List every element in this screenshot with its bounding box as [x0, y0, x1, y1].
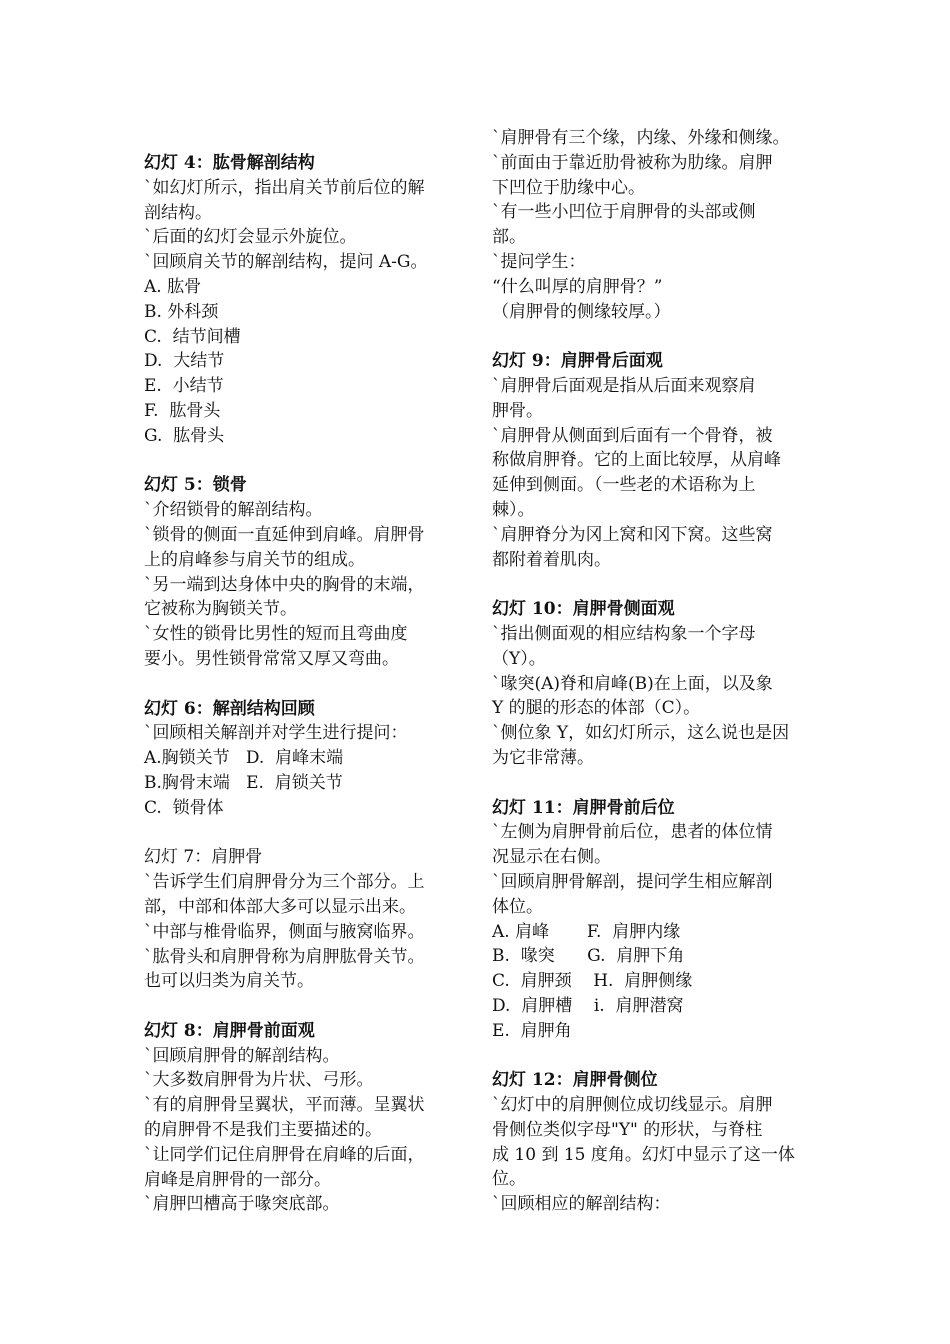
section-title: 幻灯 7：肩胛骨: [144, 847, 263, 868]
text-line: B.胸骨末端 E. 肩锁关节: [144, 772, 343, 793]
text-line: 肩峰是肩胛骨的一部分。: [144, 1169, 331, 1190]
section-gap: [492, 771, 812, 796]
slide-section: [492, 796, 812, 1044]
text-line: 也可以归类为肩关节。: [144, 971, 314, 992]
text-line: `另一端到达身体中央的胸骨的末端，: [144, 574, 425, 595]
text-line: 的肩胛骨不是我们主要描述的。: [144, 1120, 382, 1141]
text-line: `侧位象 Y，如幻灯所示，这么说也是因: [492, 723, 790, 744]
text-line: `喙突(A)脊和肩峰(B)在上面，以及象: [492, 673, 773, 694]
text-line: `有一些小凹位于肩胛骨的头部或侧: [492, 202, 756, 223]
section-gap: [144, 449, 464, 474]
text-line: B. 外科颈: [144, 301, 219, 322]
slide-section: [492, 597, 812, 771]
section-title: 幻灯 10：肩胛骨侧面观: [492, 599, 675, 620]
text-line: `肩胛骨后面观是指从后面来观察肩: [492, 375, 756, 396]
slide-section: [492, 349, 812, 572]
text-line: `中部与椎骨临界，侧面与腋窝临界。: [144, 921, 425, 942]
section-gap: [492, 1043, 812, 1068]
text-line: （Y）。: [492, 648, 546, 669]
text-line: 部，中部和体部大多可以显示出来。: [144, 896, 416, 917]
text-line: `介绍锁骨的解剖结构。: [144, 500, 323, 521]
slide-section: [144, 697, 464, 821]
text-line: F. 肱骨头: [144, 400, 221, 421]
text-line: 部。: [492, 227, 526, 248]
text-line: 要小。男性锁骨常常又厚又弯曲。: [144, 648, 399, 669]
right-column: [492, 126, 812, 1217]
text-line: `让同学们记住肩胛骨在肩峰的后面，: [144, 1144, 425, 1165]
text-line: `提问学生：: [492, 251, 586, 272]
slide-section: [144, 473, 464, 671]
text-line: 为它非常薄。: [492, 747, 594, 768]
section-title: 幻灯 4：肱骨解剖结构: [144, 153, 315, 173]
text-line: `锁骨的侧面一直延伸到肩峰。肩胛骨: [144, 524, 425, 545]
section-gap: [144, 994, 464, 1019]
text-line: C. 结节间槽: [144, 326, 241, 347]
text-line: `前面由于靠近肋骨被称为肋缘。肩胛: [492, 152, 773, 173]
text-line: `肩胛脊分为冈上窝和冈下窝。这些窝: [492, 524, 773, 545]
text-line: A. 肩峰 F. 肩胛内缘: [492, 921, 681, 942]
text-line: `肩胛凹槽高于喙突底部。: [144, 1194, 340, 1215]
text-line: `后面的幻灯会显示外旋位。: [144, 227, 357, 248]
text-line: 称做肩胛脊。它的上面比较厚，从肩峰: [492, 450, 781, 471]
text-line: “什么叫厚的肩胛骨？”: [492, 276, 663, 297]
slide-section: [144, 151, 464, 449]
left-column: [144, 151, 464, 1217]
text-line: D. 肩胛槽 i. 肩胛潜窝: [492, 995, 684, 1016]
section-title: 幻灯 11：肩胛骨前后位: [492, 797, 675, 818]
slide-section: [144, 845, 464, 994]
text-line: `回顾肩关节的解剖结构，提问 A-G。: [144, 252, 428, 273]
text-line: `肱骨头和肩胛骨称为肩胛肱骨关节。: [144, 946, 425, 967]
section-gap: [144, 672, 464, 697]
text-line: 况显示在右侧。: [492, 847, 611, 868]
text-line: 成 10 到 15 度角。幻灯中显示了这一体: [492, 1144, 795, 1165]
section-gap: [492, 572, 812, 597]
text-line: 剖结构。: [144, 202, 212, 223]
text-line: `回顾相关解剖并对学生进行提问：: [144, 723, 408, 744]
slide-section: [492, 126, 812, 324]
text-line: D. 大结节: [144, 351, 225, 372]
text-line: 延伸到侧面。（一些老的术语称为上: [492, 475, 756, 496]
section-gap: [492, 324, 812, 349]
text-line: `指出侧面观的相应结构象一个字母: [492, 623, 756, 644]
text-line: 都附着着肌肉。: [492, 549, 611, 570]
text-line: （肩胛骨的侧缘较厚。）: [492, 301, 671, 322]
section-title: 幻灯 6：解剖结构回顾: [144, 698, 315, 719]
text-line: `有的肩胛骨呈翼状，平而薄。呈翼状: [144, 1095, 425, 1116]
slide-section: [144, 1019, 464, 1217]
text-line: Y 的腿的形态的体部（C）。: [492, 698, 701, 719]
text-line: B. 喙突 G. 肩胛下角: [492, 946, 685, 967]
text-line: 位。: [492, 1169, 526, 1190]
text-line: 棘）。: [492, 499, 535, 520]
text-line: C. 锁骨体: [144, 797, 224, 818]
text-line: 下凹位于肋缘中心。: [492, 177, 645, 198]
text-line: A.胸锁关节 D. 肩峰末端: [144, 748, 344, 769]
text-line: G. 肱骨头: [144, 425, 225, 446]
text-line: 骨侧位类似字母"Y" 的形状，与脊柱: [492, 1119, 763, 1140]
text-line: 胛骨。: [492, 400, 543, 421]
text-line: `回顾肩胛骨的解剖结构。: [144, 1045, 340, 1066]
section-title: 幻灯 9：肩胛骨后面观: [492, 351, 663, 372]
text-line: `回顾相应的解剖结构：: [492, 1194, 671, 1215]
text-line: `如幻灯所示，指出肩关节前后位的解: [144, 177, 425, 198]
text-line: E. 肩胛角: [492, 1020, 572, 1041]
text-line: `肩胛骨有三个缘，内缘、外缘和侧缘。: [492, 128, 790, 148]
section-title: 幻灯 12：肩胛骨侧位: [492, 1070, 658, 1091]
slide-section: [492, 1068, 812, 1217]
text-line: A. 肱骨: [144, 276, 202, 297]
text-line: 上的肩峰参与肩关节的组成。: [144, 549, 365, 570]
text-line: `幻灯中的肩胛侧位成切线显示。肩胛: [492, 1095, 773, 1116]
text-line: 体位。: [492, 896, 543, 917]
text-line: `告诉学生们肩胛骨分为三个部分。上: [144, 872, 425, 893]
text-line: `肩胛骨从侧面到后面有一个骨脊，被: [492, 425, 773, 446]
text-line: `大多数肩胛骨为片状、弓形。: [144, 1070, 374, 1091]
text-line: E. 小结节: [144, 376, 224, 397]
section-title: 幻灯 8：肩胛骨前面观: [144, 1020, 315, 1041]
text-line: `左侧为肩胛骨前后位，患者的体位情: [492, 822, 773, 843]
text-line: `回顾肩胛骨解剖，提问学生相应解剖: [492, 871, 773, 892]
section-title: 幻灯 5：锁骨: [144, 475, 247, 496]
text-line: `女性的锁骨比男性的短而且弯曲度: [144, 624, 408, 645]
text-line: C. 肩胛颈 H. 肩胛侧缘: [492, 971, 693, 992]
section-gap: [144, 821, 464, 846]
text-line: 它被称为胸锁关节。: [144, 599, 297, 620]
